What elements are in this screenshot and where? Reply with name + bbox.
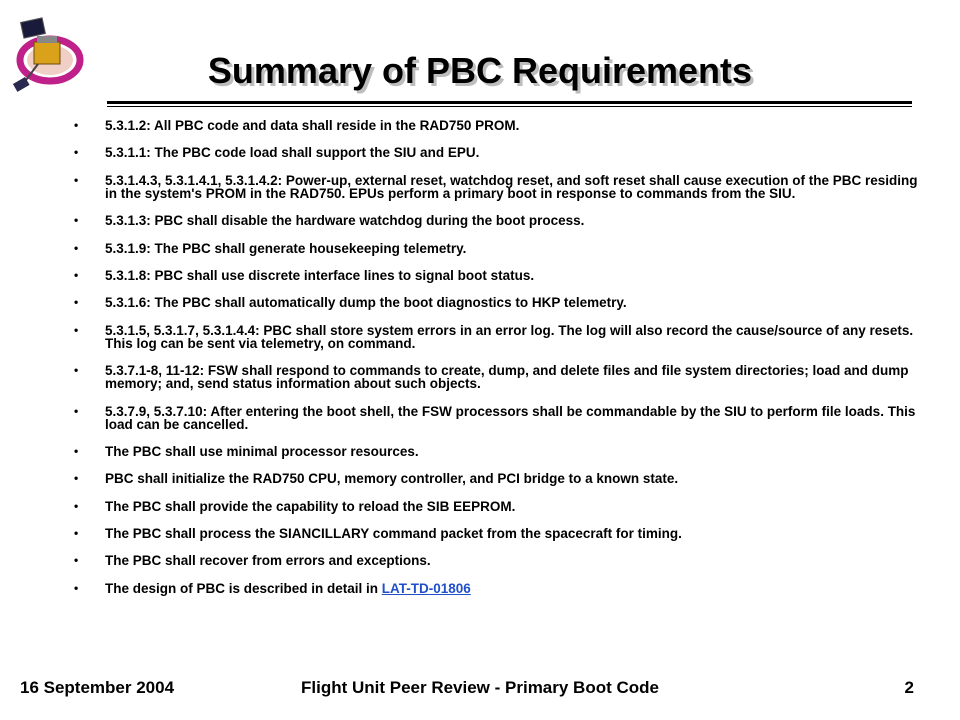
list-item <box>72 242 922 255</box>
bullet-text: 5.3.1.9: The PBC shall generate housekeeping telemetry. <box>105 240 467 256</box>
list-item <box>72 296 922 309</box>
list-item <box>72 146 922 159</box>
bullet-marker: • <box>74 526 79 541</box>
bullet-text: 5.3.1.4.3, 5.3.1.4.1, 5.3.1.4.2: Power-up, external reset, watchdog reset, and soft reset shall cause execution of the PBC residing in the system's PROM in the RAD750. EPUs perform a primary boot in response to commands from the SIU. <box>105 172 918 201</box>
bullet-text: The PBC shall recover from errors and exceptions. <box>105 553 431 569</box>
bullet-text: The PBC shall use minimal processor resources. <box>105 443 419 459</box>
bullet-text: 5.3.7.1-8, 11-12: FSW shall respond to commands to create, dump, and delete files and file system directories; load and dump memory; and, send status information about such objects. <box>105 363 909 392</box>
lat-td-document-link[interactable]: LAT-TD-01806 <box>381 580 471 596</box>
list-item <box>72 324 922 350</box>
list-item <box>72 405 922 431</box>
list-item <box>72 582 922 595</box>
list-item <box>72 554 922 567</box>
bullet-marker: • <box>74 443 79 458</box>
bullet-marker: • <box>74 240 79 255</box>
footer-title: Flight Unit Peer Review - Primary Boot Code <box>300 678 659 697</box>
bullet-text: 5.3.1.8: PBC shall use discrete interface lines to signal boot status. <box>105 267 535 283</box>
list-item <box>72 527 922 540</box>
footer-date: 16 September 2004 <box>20 678 175 697</box>
bullet-text: The design of PBC is described in detail in <box>105 580 382 596</box>
bullet-marker: • <box>74 363 79 378</box>
bullet-text: 5.3.1.2: All PBC code and data shall reside in the RAD750 PROM. <box>105 118 520 133</box>
logo-solar-panel <box>21 18 46 38</box>
bullet-text: 5.3.1.1: The PBC code load shall support the SIU and EPU. <box>105 145 480 161</box>
bullet-marker: • <box>74 498 79 513</box>
page-number: 2 <box>904 678 914 697</box>
title-divider-thick <box>107 101 912 104</box>
bullet-marker: • <box>74 295 79 310</box>
bullet-text: 5.3.7.9, 5.3.7.10: After entering the boot shell, the FSW processors shall be commandable by the SIU to perform file loads. This load can be cancelled. <box>105 403 916 432</box>
title-divider-thin <box>107 106 912 107</box>
bullet-marker: • <box>74 145 79 160</box>
list-item <box>72 500 922 513</box>
bullet-marker: • <box>74 471 79 486</box>
bullet-text: The PBC shall provide the capability to reload the SIB EEPROM. <box>105 498 516 514</box>
list-item <box>72 364 922 390</box>
bullet-marker: • <box>74 322 79 337</box>
requirements-list <box>72 119 922 609</box>
bullet-text: 5.3.1.3: PBC shall disable the hardware watchdog during the boot process. <box>105 213 585 229</box>
bullet-marker: • <box>74 403 79 418</box>
list-item <box>72 214 922 227</box>
bullet-text: The PBC shall process the SIANCILLARY command packet from the spacecraft for timing. <box>105 526 682 542</box>
bullet-text: PBC shall initialize the RAD750 CPU, memory controller, and PCI bridge to a known state. <box>105 471 679 487</box>
bullet-marker: • <box>74 553 79 568</box>
slide-title: Summary of PBC Requirements <box>207 50 753 91</box>
list-item <box>72 445 922 458</box>
list-item <box>72 269 922 282</box>
logo-satellite-top <box>37 36 57 43</box>
bullet-marker: • <box>74 118 79 132</box>
bullet-marker: • <box>74 172 79 187</box>
bullet-text: 5.3.1.6: The PBC shall automatically dump the boot diagnostics to HKP telemetry. <box>105 295 627 311</box>
bullet-marker: • <box>74 580 79 595</box>
list-item <box>72 472 922 485</box>
bullet-text: 5.3.1.5, 5.3.1.7, 5.3.1.4.4: PBC shall store system errors in an error log. The log will also record the cause/source of any resets. This log can be sent via telemetry, on command. <box>105 322 914 351</box>
bullet-marker: • <box>74 213 79 228</box>
bullet-marker: • <box>74 267 79 282</box>
list-item <box>72 174 922 200</box>
list-item <box>72 119 922 132</box>
